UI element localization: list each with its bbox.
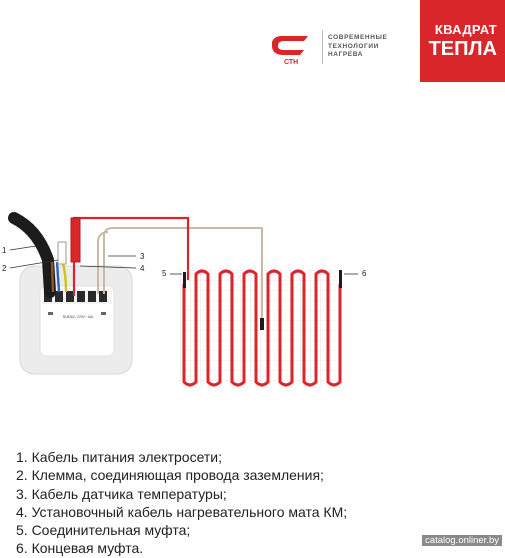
legend-list: [16, 448, 347, 558]
callout-3: 3: [140, 252, 145, 261]
brand-tagline-line1: СОВРЕМЕННЫЕ: [328, 34, 388, 41]
legend-item: 5. Соединительная муфта;: [16, 522, 191, 539]
thermostat: [20, 266, 132, 374]
stn-logo-letters: СТН: [284, 59, 299, 66]
wiring-diagram: [0, 210, 505, 400]
brand-logo-block: [264, 26, 404, 70]
brand-tagline-line3: НАГРЕВА: [328, 51, 364, 58]
callout-5: 5: [162, 269, 167, 278]
brand-tagline: [328, 34, 387, 60]
ground-terminal: [58, 242, 66, 264]
connection-sleeve: [183, 272, 186, 288]
brand-divider: [322, 30, 323, 64]
badge-line2: ТЕПЛА: [428, 38, 497, 60]
sensor-probe: [260, 318, 264, 330]
thermostat-label: RU6262 / 220V~ 16A: [62, 315, 94, 319]
stn-logo-icon: [264, 32, 314, 66]
callout-2: 2: [2, 264, 7, 273]
legend-item: 3. Кабель датчика температуры;: [16, 485, 227, 502]
end-sleeve: [339, 270, 342, 288]
legend-item: 2. Клемма, соединяющая провода заземления;: [16, 467, 324, 484]
legend-item: 1. Кабель питания электросети;: [16, 449, 223, 465]
callout-4: 4: [140, 264, 145, 273]
legend-item: 6. Концевая муфта.: [16, 540, 144, 557]
callout-6: 6: [362, 269, 367, 278]
kvadrat-tepla-badge: [420, 0, 505, 82]
legend-item: 4. Установочный кабель нагревательного мата КМ;: [16, 503, 348, 520]
badge-line1: КВАДРАТ: [434, 22, 497, 37]
heating-mat: [180, 268, 342, 386]
brand-tagline-line2: ТЕХНОЛОГИИ: [328, 42, 379, 50]
callout-1: 1: [2, 246, 7, 255]
watermark: catalog.onliner.by: [422, 535, 502, 546]
